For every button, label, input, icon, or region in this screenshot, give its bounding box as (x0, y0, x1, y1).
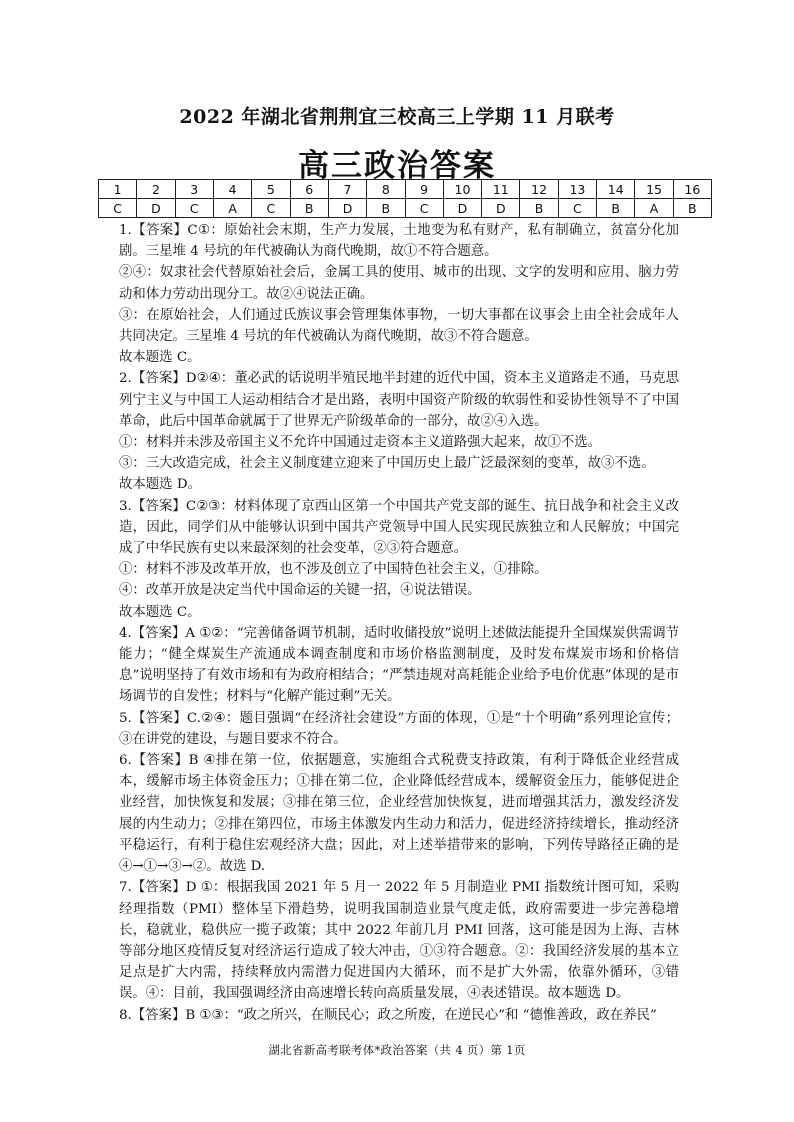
answer-cell: B (367, 199, 405, 218)
explanation-paragraph: ③：在原始社会，人们通过氏族议事会管理集体事物，一切大事都在议事会上由全社会成年人共同决定。三星堆 4 号坑的年代被确认为商代晚期，故③不符合题意。 (119, 307, 679, 345)
page-footer: 湖北省新高考联考体*政治答案（共 4 页）第 1页 (268, 1043, 526, 1057)
question-number-row (99, 180, 712, 199)
question-number-cell: 10 (443, 180, 481, 199)
answer-cell: A (213, 199, 251, 218)
answer-cell: D (328, 199, 366, 218)
answer-cell: B (673, 199, 711, 218)
question-number-cell: 8 (367, 180, 405, 199)
answer-cell: B (597, 199, 635, 218)
question-number-cell: 3 (175, 180, 213, 199)
answer-cell: C (99, 199, 137, 218)
explanation-paragraph: 3.【答案】C②③：材料体现了京西山区第一个中国共产党支部的诞生、抗日战争和社会主义改造，因此，同学们从中能够认识到中国共产党领导中国人民实现民族独立和人民解放；中国完成了中华民族有史以来最深刻的社会变革，②③符合题意。 (119, 498, 679, 557)
explanation-paragraph: ①：材料不涉及改革开放，也不涉及创立了中国特色社会主义，①排除。 (119, 562, 548, 578)
answer-key-heading: 高三政治答案 (298, 148, 496, 184)
explanation-paragraph: 5.【答案】C.②④：题目强调“在经济社会建设”方面的体现，①是“十个明确”系列理论宣传；③在讲党的建设，与题目要求不符合。 (119, 710, 679, 747)
explanation-paragraph: 1.【答案】C①：原始社会末期，生产力发展，土地变为私有财产，私有制确立，贫富分化加剧。三星堆 4 号坑的年代被确认为商代晚期，故①不符合题意。 (119, 223, 679, 260)
explanation-paragraph: 故本题选 C。 (119, 604, 201, 620)
answer-cell: B (520, 199, 558, 218)
question-number-cell: 5 (252, 180, 290, 199)
explanation-paragraph: 8.【答案】B ①③：“政之所兴，在顺民心；政之所废，在逆民心”和 “德惟善政，政在养民” (119, 1007, 657, 1023)
question-number-cell: 12 (520, 180, 558, 199)
answer-cell: D (443, 199, 481, 218)
explanation-paragraph: 2.【答案】D②④：董必武的话说明半殖民地半封建的近代中国，资本主义道路走不通，马克思列宁主义与中国工人运动相结合才是出路，表明中国资产阶级的软弱性和妥协性领导不了中国革命，此后中国革命就属于了世界无产阶级革命的一部分，故②④入选。 (119, 371, 679, 429)
question-number-cell: 14 (597, 180, 635, 199)
question-number-cell: 13 (558, 180, 596, 199)
answer-table (98, 179, 712, 218)
answer-cell: C (175, 199, 213, 218)
answer-cell: D (482, 199, 520, 218)
question-number-cell: 6 (290, 180, 328, 199)
question-number-cell: 1 (99, 180, 137, 199)
exam-title: 2022 年湖北省荆荆宜三校高三上学期 11 月联考 (179, 106, 615, 128)
question-number-cell: 2 (137, 180, 175, 199)
question-number-cell: 7 (328, 180, 366, 199)
explanation-paragraph: 4.【答案】A ①②：“完善储备调节机制，适时收储投放”说明上述做法能提升全国煤炭供需调节能力；“健全煤炭生产流通成本调查制度和市场价格监测制度，及时发布煤炭市场和价格信息”说明坚持了有效市场和有为政府相结合；“严禁违规对高耗能企业给予电价优惠”体现的是市场调节的自发性；材料与“化解产能过剩”无关。 (119, 625, 679, 705)
explanation-paragraph: 6.【答案】B ④排在第一位，依据题意，实施组合式税费支持政策，有利于降低企业经营成本，缓解市场主体资金压力；①排在第二位，企业降低经营成本，缓解资金压力，能够促进企业经营，加快恢复和发展；③排在第三位，企业经营加快恢复，进而增强其活力，激发经济发展的内生动力；②排在第四位，市场主体激发内生动力和活力，促进经济持续增长，推动经济平稳运行，有利于稳住宏观经济大盘；因此，对上述举措带来的影响，下列传导路径正确的是④→①→③→②。故选 D. (119, 753, 679, 875)
answer-cell: C (252, 199, 290, 218)
explanation-paragraph: ②④：奴隶社会代替原始社会后，金属工具的使用、城市的出现、文字的发明和应用、脑力劳动和体力劳动出现分工。故②④说法正确。 (119, 265, 679, 302)
explanations (119, 220, 679, 1026)
question-number-cell: 4 (213, 180, 251, 199)
explanation-paragraph: ①：材料并未涉及帝国主义不允许中国通过走资本主义道路强大起来，故①不选。 (119, 435, 602, 451)
explanation-paragraph: 7.【答案】D ①：根据我国 2021 年 5 月一 2022 年 5 月制造业 PMI 指数统计图可知，采购经理指数（PMI）整体呈下滑趋势，说明我国制造业景气度走低，政府需要进一步完善稳增长，稳就业，稳供应一揽子政策；其中 2022 年前几月 PMI 回落，这可能是因为上海、吉林等部分地区疫情反复对经济运行造成了较大冲击，①③符合题意。②：我国经济发展的基本立足点是扩大内需，持续释放内需潜力促进国内大循环，而不是扩大外需，依靠外循环，③错误。④：目前，我国强调经济由高速增长转向高质量发展，④表述错误。故本题选 D。 (119, 880, 679, 1002)
answer-cell: C (558, 199, 596, 218)
question-number-cell: 11 (482, 180, 520, 199)
question-number-cell: 16 (673, 180, 711, 199)
explanation-paragraph: ③：三大改造完成，社会主义制度建立迎来了中国历史上最广泛最深刻的变革，故③不选。 (119, 456, 655, 472)
answer-cell: B (290, 199, 328, 218)
answer-letter-row (99, 199, 712, 218)
question-number-cell: 15 (635, 180, 673, 199)
answer-cell: D (137, 199, 175, 218)
answer-cell: A (635, 199, 673, 218)
explanation-paragraph: 故本题选 D。 (119, 477, 201, 493)
answer-cell: C (405, 199, 443, 218)
explanation-paragraph: 故本题选 C。 (119, 350, 201, 366)
question-number-cell: 9 (405, 180, 443, 199)
explanation-paragraph: ④：改革开放是决定当代中国命运的关键一招，④说法错误。 (119, 583, 481, 599)
